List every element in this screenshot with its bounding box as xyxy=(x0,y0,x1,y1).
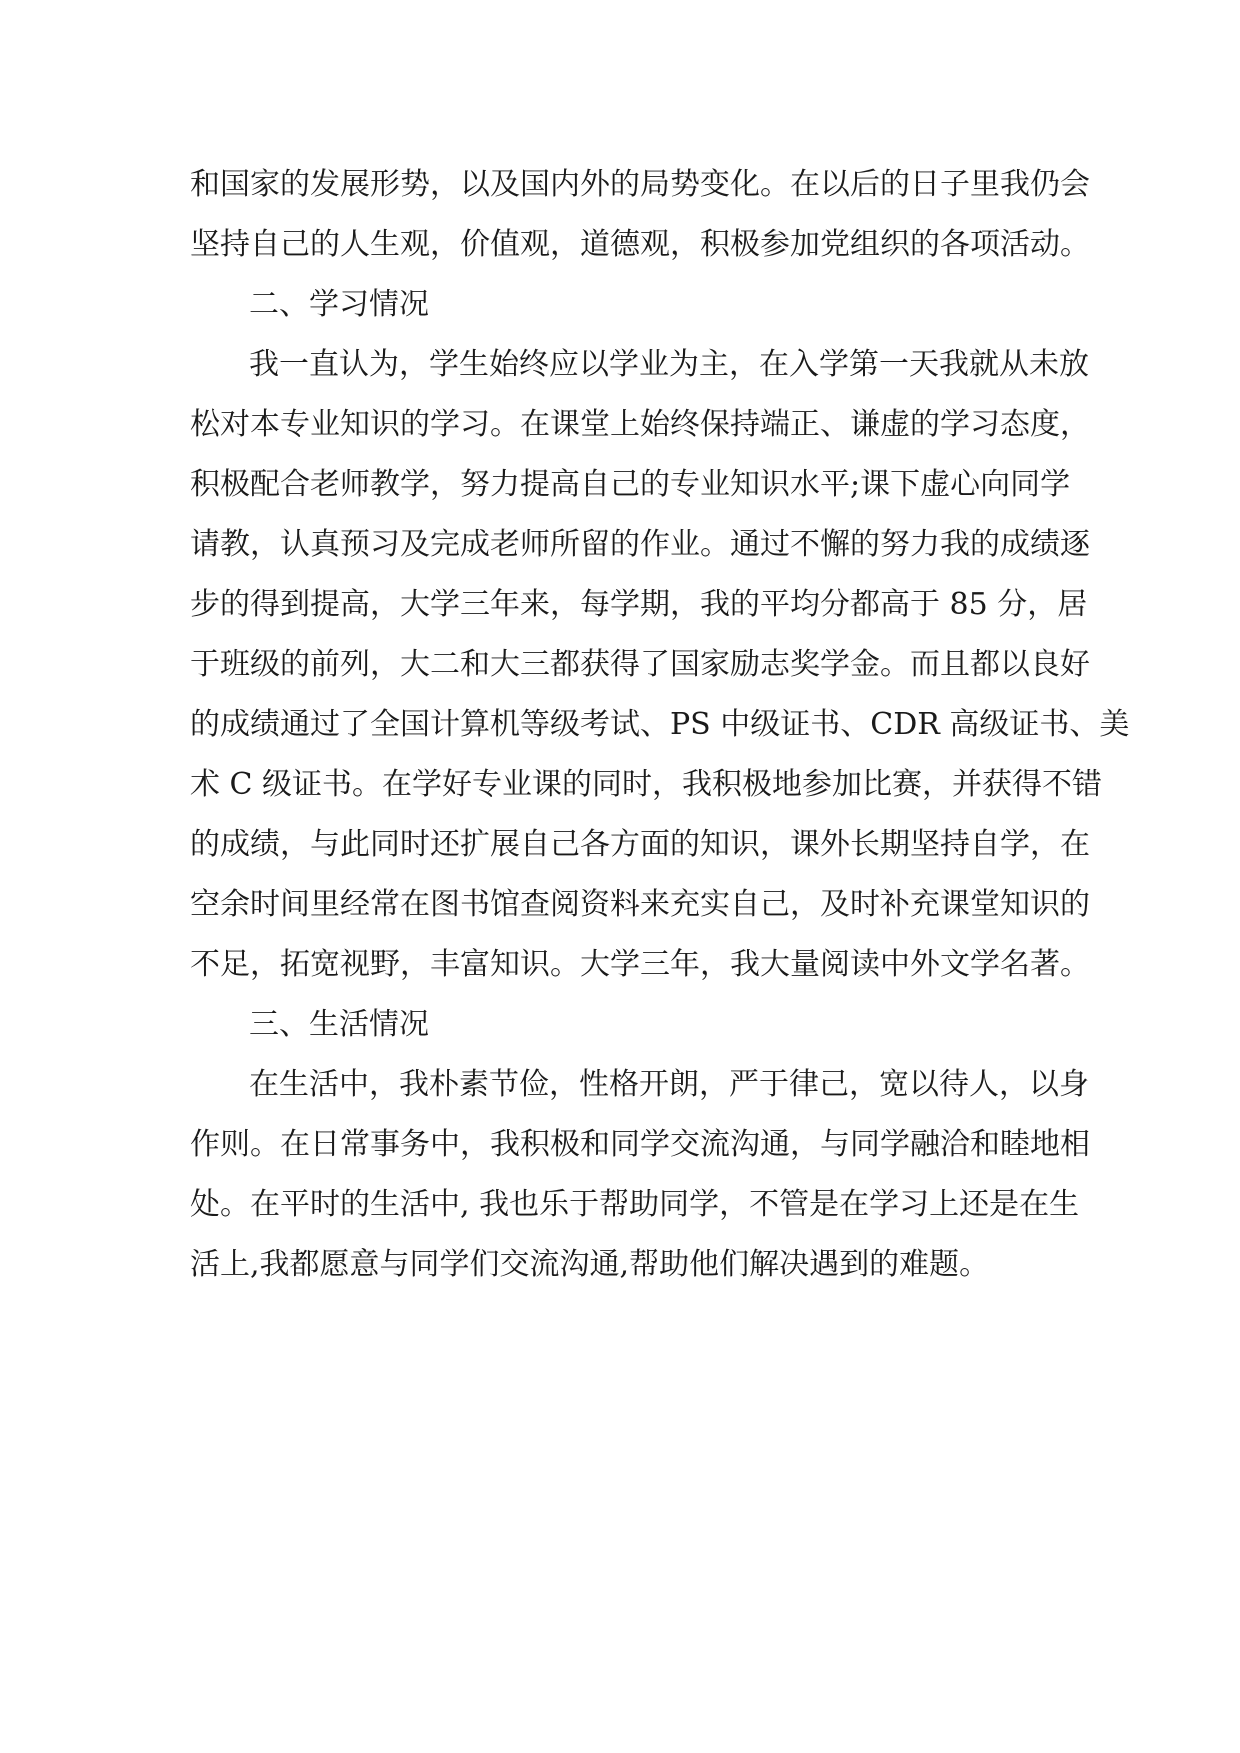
text-line: 不足，拓宽视野，丰富知识。大学三年，我大量阅读中外文学名著。 xyxy=(190,947,1090,982)
text-line: 请教，认真预习及完成老师所留的作业。通过不懈的努力我的成绩逐 xyxy=(190,527,1090,562)
text-line: 坚持自己的人生观，价值观，道德观，积极参加党组织的各项活动。 xyxy=(190,227,1090,262)
text-line: 的成绩，与此同时还扩展自己各方面的知识，课外长期坚持自学，在 xyxy=(190,827,1090,862)
section-heading-study: 二、学习情况 xyxy=(249,287,429,322)
text-line: 步的得到提高，大学三年来，每学期，我的平均分都高于 85 分，居 xyxy=(190,587,1088,622)
text-line: 积极配合老师教学，努力提高自己的专业知识水平;课下虚心向同学 xyxy=(190,467,1071,502)
text-line: 我一直认为，学生始终应以学业为主，在入学第一天我就从未放 xyxy=(249,347,1089,382)
text-line: 于班级的前列，大二和大三都获得了国家励志奖学金。而且都以良好 xyxy=(190,647,1090,682)
text-line: 空余时间里经常在图书馆查阅资料来充实自己，及时补充课堂知识的 xyxy=(190,887,1090,922)
text-line: 松对本专业知识的学习。在课堂上始终保持端正、谦虚的学习态度， xyxy=(190,407,1090,442)
text-line: 作则。在日常事务中，我积极和同学交流沟通，与同学融洽和睦地相 xyxy=(190,1127,1090,1162)
section-heading-life: 三、生活情况 xyxy=(249,1007,429,1042)
text-line: 和国家的发展形势，以及国内外的局势变化。在以后的日子里我仍会 xyxy=(190,167,1090,202)
text-line: 的成绩通过了全国计算机等级考试、PS 中级证书、CDR 高级证书、美 xyxy=(190,707,1130,742)
text-line: 活上,我都愿意与同学们交流沟通,帮助他们解决遇到的难题。 xyxy=(190,1247,990,1282)
text-line: 在生活中，我朴素节俭，性格开朗，严于律己，宽以待人，以身 xyxy=(249,1067,1089,1102)
text-line: 术 C 级证书。在学好专业课的同时，我积极地参加比赛，并获得不错 xyxy=(190,767,1103,802)
text-line: 处。在平时的生活中, 我也乐于帮助同学，不管是在学习上还是在生 xyxy=(190,1187,1080,1222)
